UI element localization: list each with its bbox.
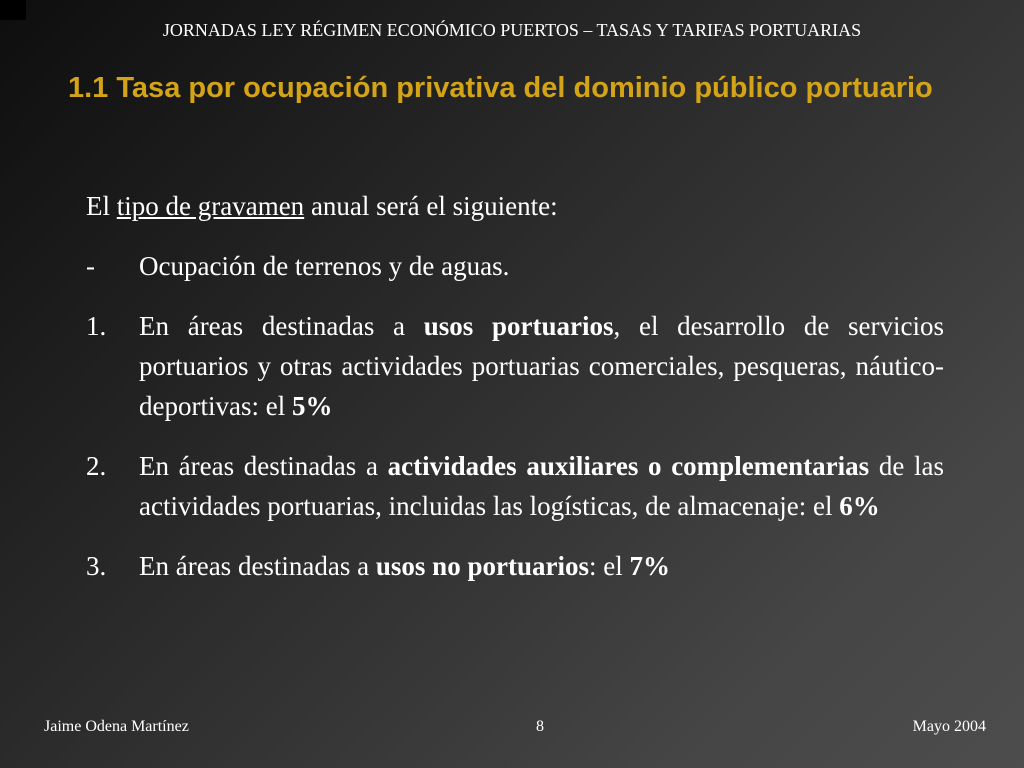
intro-underlined-term: tipo de gravamen — [116, 191, 305, 221]
item-text-pre: En áreas destinadas a — [139, 551, 376, 581]
slide-body — [86, 186, 944, 606]
item-rate: 5% — [291, 391, 333, 421]
slide-header: JORNADAS LEY RÉGIMEN ECONÓMICO PUERTOS – TASAS Y TARIFAS PORTUARIAS — [162, 20, 862, 40]
list-item-text: Ocupación de terrenos y de aguas. — [139, 251, 510, 281]
item-bold-term: usos no portuarios — [375, 551, 589, 581]
list-marker: 1. — [86, 311, 107, 341]
footer-author: Jaime Odena Martínez — [44, 718, 189, 735]
item-bold-term: actividades auxiliares o complementarias — [387, 451, 870, 481]
list-item-text — [139, 446, 944, 526]
list-marker: 3. — [86, 551, 107, 581]
footer-date: Mayo 2004 — [912, 718, 986, 735]
list-item-1 — [86, 306, 944, 426]
item-text-mid: : el — [588, 551, 630, 581]
item-bold-term: usos portuarios — [423, 311, 614, 341]
item-rate: 7% — [629, 551, 670, 581]
item-text-pre: En áreas destinadas a — [139, 311, 424, 341]
list-marker: - — [86, 251, 95, 281]
list-item-3 — [86, 546, 944, 586]
list-item-text — [139, 306, 944, 426]
footer-page-number: 8 — [536, 718, 544, 735]
item-text-pre: En áreas destinadas a — [139, 451, 388, 481]
list-marker: 2. — [86, 451, 107, 481]
list-item-2 — [86, 446, 944, 526]
item-text-mid: de las actividades portuarias, incluidas las logísticas, de almacenaje: el — [139, 451, 944, 521]
intro-suffix: anual será el siguiente: — [304, 191, 558, 221]
item-rate: 6% — [839, 491, 880, 521]
item-text-mid: , el desarrollo de servicios portuarios y otras actividades portuarias comerciales, pesqueras, náutico-deportivas: el — [139, 311, 945, 421]
slide-title: 1.1 Tasa por ocupación privativa del dominio público portuario — [68, 72, 933, 104]
intro-prefix: El — [86, 191, 117, 221]
corner-mark — [0, 0, 26, 20]
intro-paragraph — [86, 186, 944, 226]
list-item-text — [139, 546, 944, 586]
list-item-dash — [86, 246, 944, 286]
